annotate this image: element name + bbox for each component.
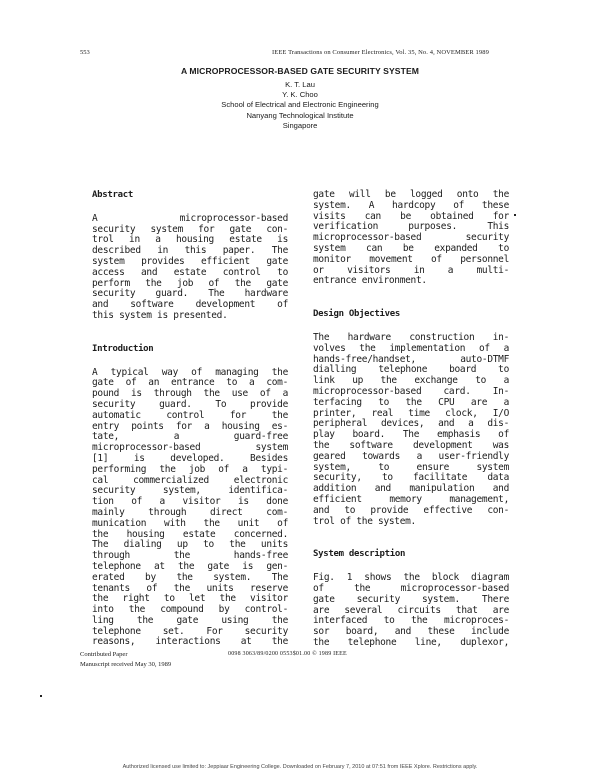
- system-description-text: [313, 573, 509, 649]
- text-line: security guard. The hardware: [92, 288, 288, 300]
- text-line: telephone at the gate is gen-: [92, 560, 288, 572]
- text-line: link up the exchange to a: [313, 375, 509, 387]
- text-line: and to provide effective con-: [313, 504, 509, 516]
- affiliation-line: Nanyang Technological Institute: [246, 110, 354, 120]
- manuscript-received: Manuscript received May 30, 1989: [80, 661, 172, 668]
- design-objectives-text: [313, 333, 509, 527]
- scan-speck: [40, 695, 42, 697]
- affiliation-line: School of Electrical and Electronic Engineering: [221, 100, 379, 110]
- system-description-heading: System description: [313, 549, 406, 560]
- text-line: the right to let the visitor: [92, 593, 288, 605]
- text-line: geared towards a user-friendly: [313, 450, 509, 462]
- text-line: telephone set. For security: [92, 625, 288, 637]
- title-block: [0, 66, 600, 131]
- text-line: cal commercialized electronic: [92, 474, 288, 486]
- text-line: volves the implementation of a: [313, 342, 509, 354]
- text-line: the software development was: [313, 439, 509, 451]
- text-line: described in this paper. The: [92, 245, 288, 257]
- text-line: mainly through direct com-: [92, 506, 288, 518]
- left-column: [92, 190, 288, 648]
- text-line: A microprocessor-based: [92, 212, 288, 224]
- contributed-paper-label: Contributed Paper: [80, 651, 128, 658]
- author-name: K. T. Lau: [285, 80, 315, 89]
- text-line: gate of an entrance to a com-: [92, 377, 288, 389]
- text-line: tenants of the units reserve: [92, 582, 288, 594]
- affiliation-line: Singapore: [282, 120, 318, 130]
- text-line: entry points for a housing es-: [92, 420, 288, 432]
- text-line: are several circuits that are: [313, 604, 509, 616]
- text-line: trol of the system.: [313, 515, 416, 527]
- text-line: efficient memory management,: [313, 493, 509, 505]
- text-line: A typical way of managing the: [92, 366, 288, 378]
- text-line: gate will be logged onto the: [313, 189, 509, 200]
- text-line: tion of a visitor is done: [92, 496, 288, 508]
- author-name: Y. K. Choo: [282, 90, 318, 100]
- text-line: hands-free/handset, auto-DTMF: [313, 353, 509, 365]
- text-line: access and estate control to: [92, 266, 288, 278]
- copyright-notice: 0098 3063/89/0200 0553$01.00 © 1989 IEEE: [228, 651, 347, 657]
- text-line: security system, identifica-: [92, 485, 288, 497]
- text-line: tate, a guard-free: [92, 431, 288, 443]
- text-line: entrance environment.: [313, 275, 427, 287]
- text-line: automatic control for the: [92, 409, 288, 421]
- text-line: security guard. To provide: [92, 398, 288, 410]
- text-line: sor board, and these include: [313, 626, 509, 638]
- text-line: the telephone line, duplexor,: [313, 636, 509, 648]
- text-line: The hardware construction in-: [313, 331, 509, 343]
- abstract-text: [92, 214, 288, 322]
- text-line: system can be expanded to: [313, 242, 509, 254]
- text-line: system, to ensure system: [313, 461, 509, 473]
- text-line: security, to facilitate data: [313, 472, 509, 484]
- text-line: verification purposes. This: [313, 221, 509, 233]
- download-notice: Authorized licensed use limited to: Jeppiaar Engineering College. Downloaded on February 7, 2010 at 07:51 from IEEE Xplore. Restrictions apply.: [122, 764, 478, 770]
- text-line: into the compound by control-: [92, 604, 288, 616]
- text-line: system. A hardcopy of these: [313, 199, 509, 211]
- text-line: dialling telephone board to: [313, 364, 509, 376]
- text-line: or visitors in a multi-: [313, 264, 509, 276]
- text-line: addition and manipulation and: [313, 483, 509, 495]
- text-line: trol in a housing estate is: [92, 234, 288, 246]
- text-line: the housing estate concerned.: [92, 528, 288, 540]
- text-line: performing the job of a typi-: [92, 463, 288, 475]
- text-line: ling the gate using the: [92, 614, 288, 626]
- introduction-continuation: [313, 190, 509, 287]
- text-line: visits can be obtained for: [313, 210, 509, 222]
- text-line: [1] is developed. Besides: [92, 452, 288, 464]
- text-line: perform the job of the gate: [92, 277, 288, 289]
- text-line: The dialing up to the units: [92, 539, 288, 551]
- introduction-heading: Introduction: [92, 343, 154, 354]
- text-line: this system is presented.: [92, 309, 228, 321]
- abstract-heading: Abstract: [92, 190, 133, 200]
- introduction-text: [92, 368, 288, 649]
- text-line: microprocessor-based card. In-: [313, 385, 509, 397]
- text-line: security system for gate con-: [92, 223, 288, 235]
- page-number: 553: [80, 49, 90, 56]
- text-line: of the microprocessor-based: [313, 582, 509, 594]
- text-line: through the hands-free: [92, 550, 288, 562]
- paper-title: A MICROPROCESSOR-BASED GATE SECURITY SYSTEM: [180, 66, 420, 76]
- text-line: Fig. 1 shows the block diagram: [313, 572, 509, 584]
- text-line: printer, real time clock, I/O: [313, 407, 509, 419]
- text-line: pound is through the use of a: [92, 388, 288, 400]
- text-line: reasons, interactions at the: [92, 636, 288, 648]
- text-line: erated by the system. The: [92, 571, 288, 583]
- text-line: microprocessor-based system: [92, 442, 288, 454]
- journal-header: IEEE Transactions on Consumer Electronics, Vol. 35, No. 4, NOVEMBER 1989: [272, 49, 489, 56]
- scan-speck: [514, 214, 516, 216]
- text-line: play board. The emphasis of: [313, 429, 509, 441]
- text-line: peripheral devices, and a dis-: [313, 418, 509, 430]
- text-line: gate security system. There: [313, 593, 509, 605]
- text-line: munication with the unit of: [92, 517, 288, 529]
- text-line: interfaced to the microproces-: [313, 615, 509, 627]
- text-line: monitor movement of personnel: [313, 253, 509, 265]
- text-line: microprocessor-based security: [313, 232, 509, 244]
- right-column: [313, 190, 509, 649]
- footer-left: [80, 650, 171, 670]
- design-objectives-heading: Design Objectives: [313, 309, 401, 320]
- text-line: system provides efficient gate: [92, 255, 288, 267]
- text-line: and software development of: [92, 299, 288, 311]
- text-line: terfacing to the CPU are a: [313, 396, 509, 408]
